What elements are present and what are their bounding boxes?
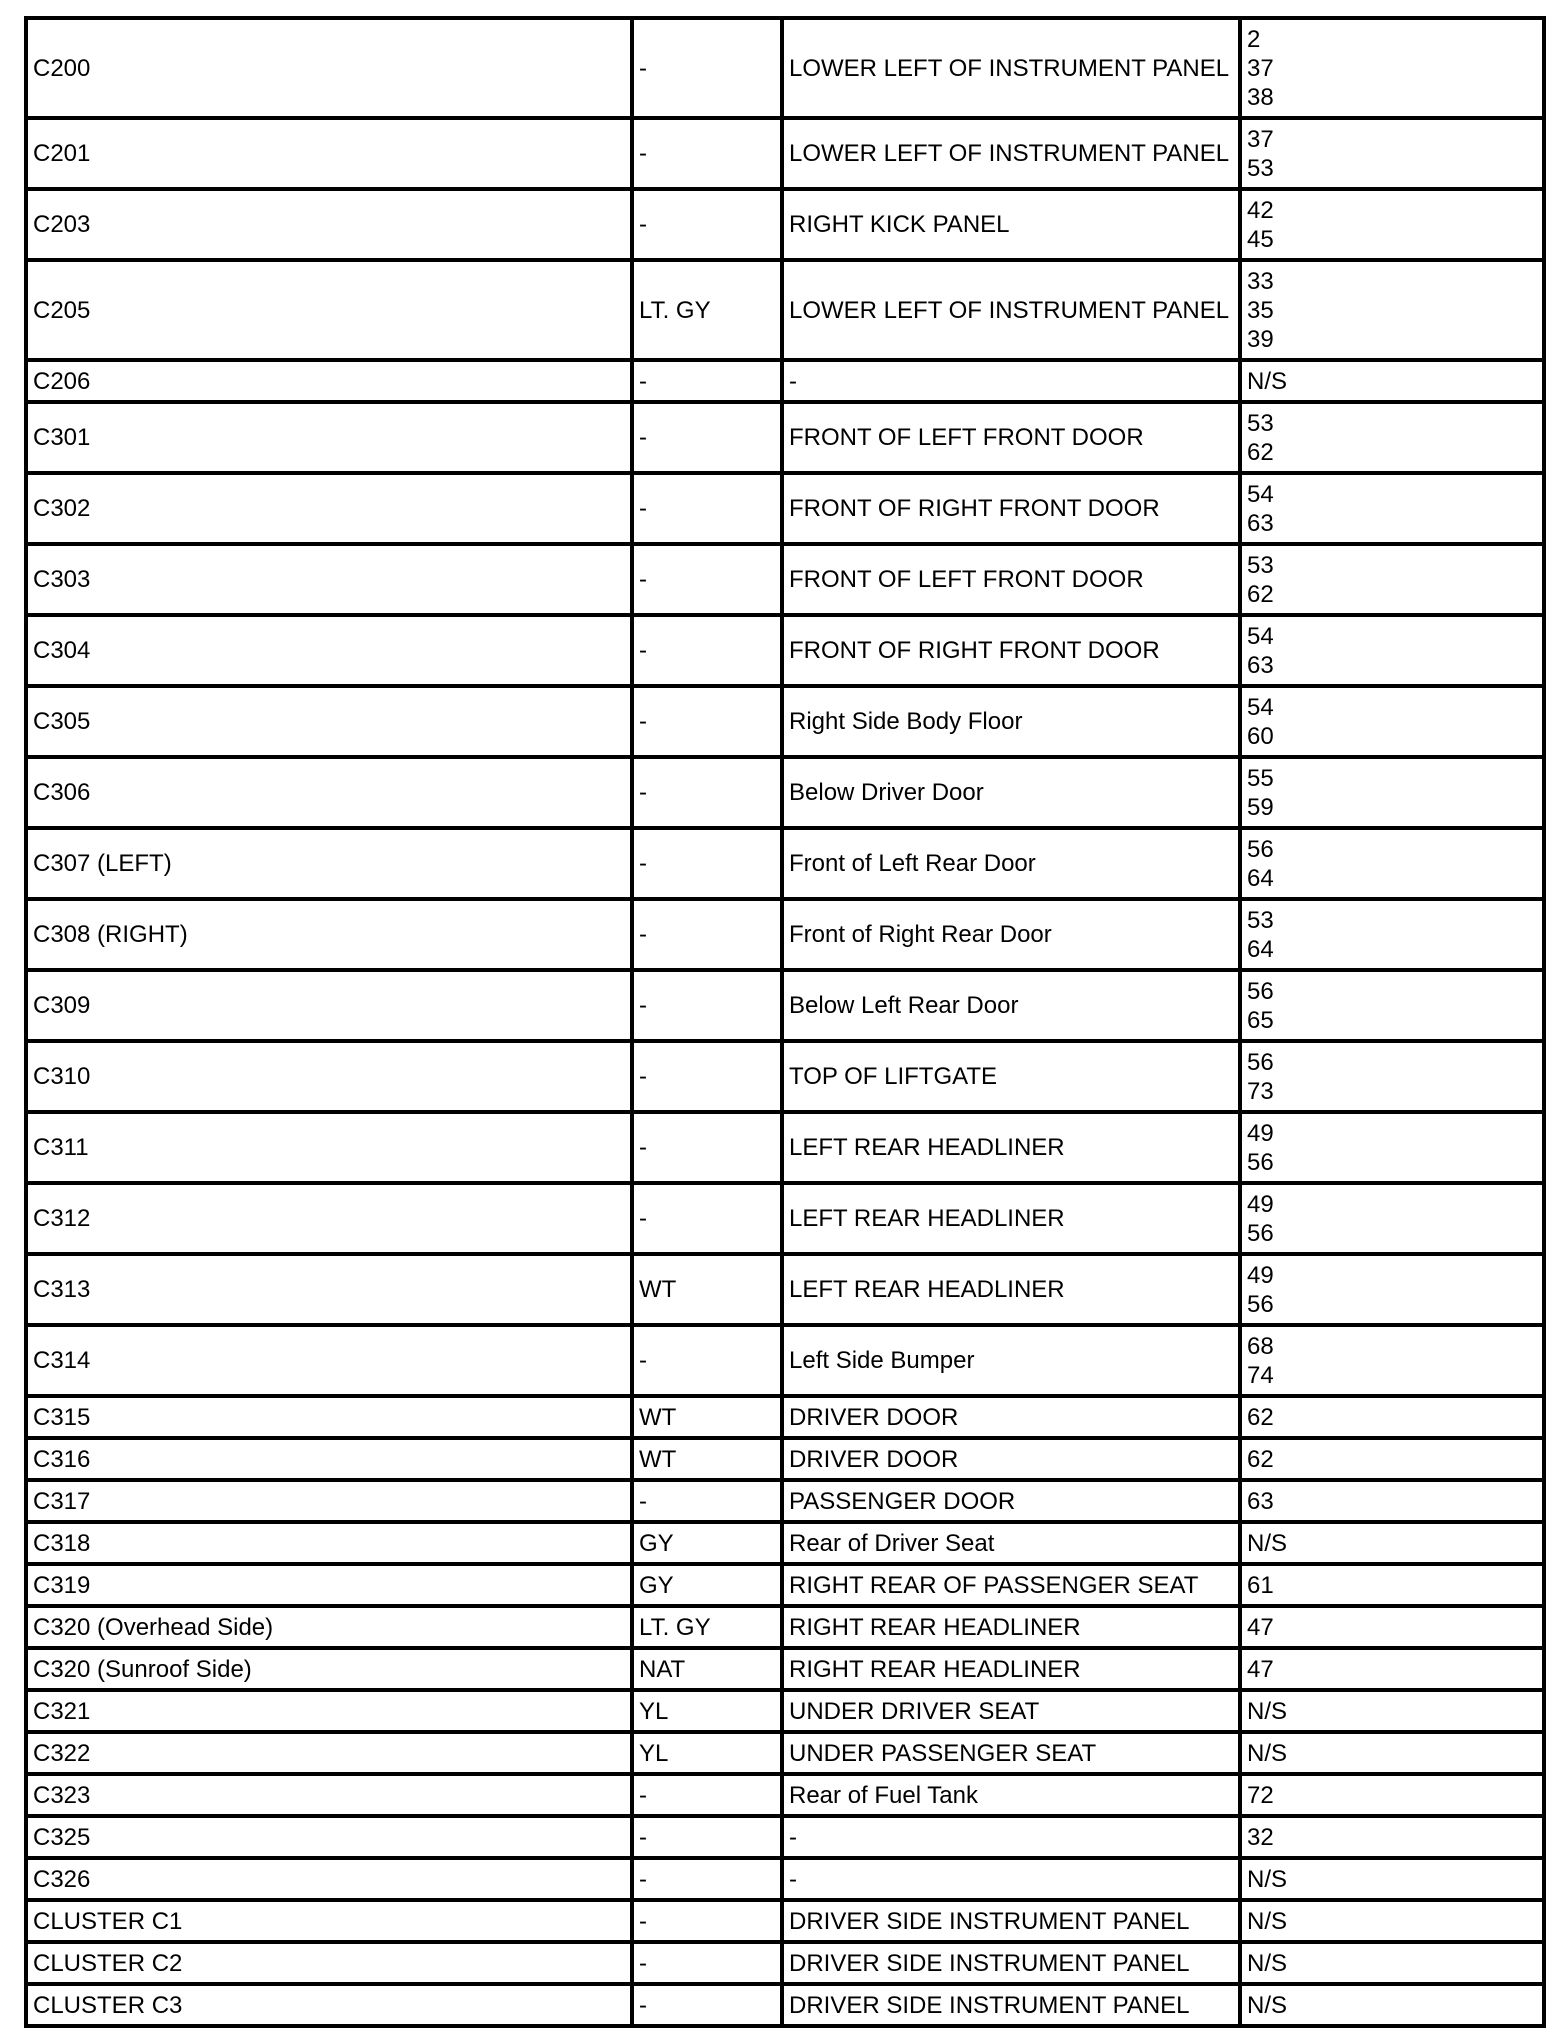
connector-cell: C201 [26,118,632,189]
page-number: 72 [1247,1781,1274,1809]
table-row [26,1648,1544,1690]
page-reference-cell [1240,1984,1544,2026]
wire-color-cell: NAT [632,1648,782,1690]
page-reference-cell [1240,1564,1544,1606]
wire-color-cell: - [632,1112,782,1183]
location-cell: Left Side Bumper [782,1325,1240,1396]
location-cell: LOWER LEFT OF INSTRUMENT PANEL [782,260,1240,360]
table-row [26,1816,1544,1858]
table-row [26,1858,1544,1900]
table-row [26,1112,1544,1183]
connector-cell: C313 [26,1254,632,1325]
page-number: 56 [1247,1290,1274,1318]
page-number: N/S [1247,1865,1288,1893]
location-cell: - [782,1816,1240,1858]
location-cell: DRIVER SIDE INSTRUMENT PANEL [782,1984,1240,2026]
table-row [26,1900,1544,1942]
connector-cell: CLUSTER C1 [26,1900,632,1942]
wire-color-cell: - [632,899,782,970]
page-number: 39 [1247,325,1274,353]
table-row [26,1732,1544,1774]
page-reference-cell [1240,18,1544,118]
location-cell: LEFT REAR HEADLINER [782,1254,1240,1325]
table-row [26,1041,1544,1112]
page-reference-cell [1240,1816,1544,1858]
page-reference-cell [1240,1648,1544,1690]
page-number: 74 [1247,1361,1274,1389]
location-cell: FRONT OF RIGHT FRONT DOOR [782,473,1240,544]
page-number: 64 [1247,864,1274,892]
wire-color-cell: - [632,118,782,189]
connector-cell: C310 [26,1041,632,1112]
wire-color-cell: - [632,402,782,473]
page-number: N/S [1247,1529,1288,1557]
table-row [26,1522,1544,1564]
location-cell: TOP OF LIFTGATE [782,1041,1240,1112]
wire-color-cell: LT. GY [632,1606,782,1648]
connector-cell: C311 [26,1112,632,1183]
wire-color-cell: - [632,757,782,828]
location-cell: Right Side Body Floor [782,686,1240,757]
table-row [26,360,1544,402]
location-cell: PASSENGER DOOR [782,1480,1240,1522]
page-number: 53 [1247,551,1274,579]
wire-color-cell: - [632,473,782,544]
wire-color-cell: - [632,828,782,899]
wire-color-cell: - [632,1942,782,1984]
page-number: N/S [1247,1949,1288,1977]
wire-color-cell: - [632,1774,782,1816]
table-row [26,18,1544,118]
page-number: 63 [1247,651,1274,679]
page-number: 2 [1247,25,1261,53]
table-row [26,118,1544,189]
page-reference-cell [1240,260,1544,360]
connector-cell: C318 [26,1522,632,1564]
page-number: 60 [1247,722,1274,750]
connector-cell: CLUSTER C2 [26,1942,632,1984]
wire-color-cell: - [632,544,782,615]
page-number: 53 [1247,154,1274,182]
wire-color-cell: - [632,360,782,402]
wire-color-cell: - [632,1858,782,1900]
connector-cell: C206 [26,360,632,402]
connector-cell: C319 [26,1564,632,1606]
wire-color-cell: - [632,1480,782,1522]
page-number: 53 [1247,409,1274,437]
page-number: 49 [1247,1119,1274,1147]
page-number: 73 [1247,1077,1274,1105]
connector-cell: C326 [26,1858,632,1900]
wire-color-cell: WT [632,1396,782,1438]
table-row [26,1606,1544,1648]
page-reference-cell [1240,1900,1544,1942]
page-number: 45 [1247,225,1274,253]
page-reference-cell [1240,1942,1544,1984]
table-row [26,1942,1544,1984]
page-reference-cell [1240,1606,1544,1648]
connector-cell: C301 [26,402,632,473]
connector-cell: C305 [26,686,632,757]
page-number: 63 [1247,1487,1274,1515]
location-cell: DRIVER DOOR [782,1438,1240,1480]
connector-cell: CLUSTER C3 [26,1984,632,2026]
connector-cell: C321 [26,1690,632,1732]
connector-cell: C320 (Overhead Side) [26,1606,632,1648]
table-row [26,686,1544,757]
wire-color-cell: - [632,1984,782,2026]
page-number: 56 [1247,977,1274,1005]
page-number: 47 [1247,1613,1274,1641]
connector-cell: C322 [26,1732,632,1774]
connector-cell: C200 [26,18,632,118]
location-cell: RIGHT REAR HEADLINER [782,1648,1240,1690]
page-number: N/S [1247,1991,1288,2019]
wire-color-cell: WT [632,1254,782,1325]
page-reference-cell [1240,360,1544,402]
page-reference-cell [1240,189,1544,260]
connector-cell: C309 [26,970,632,1041]
wire-color-cell: - [632,615,782,686]
page-number: 56 [1247,835,1274,863]
table-row [26,402,1544,473]
page-reference-cell [1240,1522,1544,1564]
wire-color-cell: - [632,18,782,118]
location-cell: Below Driver Door [782,757,1240,828]
table-row [26,1396,1544,1438]
location-cell: DRIVER SIDE INSTRUMENT PANEL [782,1942,1240,1984]
connector-cell: C205 [26,260,632,360]
page-number: 59 [1247,793,1274,821]
connector-cell: C325 [26,1816,632,1858]
page-reference-cell [1240,118,1544,189]
table-row [26,544,1544,615]
wire-color-cell: - [632,1816,782,1858]
page-reference-cell [1240,686,1544,757]
location-cell: DRIVER DOOR [782,1396,1240,1438]
page-number: 56 [1247,1048,1274,1076]
page-number: N/S [1247,1739,1288,1767]
page-number: 32 [1247,1823,1274,1851]
location-cell: DRIVER SIDE INSTRUMENT PANEL [782,1900,1240,1942]
connector-cell: C315 [26,1396,632,1438]
location-cell: Front of Left Rear Door [782,828,1240,899]
page-number: 33 [1247,267,1274,295]
location-cell: LEFT REAR HEADLINER [782,1112,1240,1183]
page-number: 61 [1247,1571,1274,1599]
page-number: 37 [1247,54,1274,82]
page-number: 49 [1247,1261,1274,1289]
connector-cell: C314 [26,1325,632,1396]
page-reference-cell [1240,828,1544,899]
table-row [26,1438,1544,1480]
page-reference-cell [1240,1325,1544,1396]
connector-cell: C303 [26,544,632,615]
page-number: N/S [1247,367,1288,395]
location-cell: LEFT REAR HEADLINER [782,1183,1240,1254]
table-row [26,757,1544,828]
wire-color-cell: LT. GY [632,260,782,360]
connector-cell: C308 (RIGHT) [26,899,632,970]
page-reference-cell [1240,544,1544,615]
page-number: 53 [1247,906,1274,934]
page-number: 49 [1247,1190,1274,1218]
wire-color-cell: - [632,686,782,757]
page-number: N/S [1247,1697,1288,1725]
page-reference-cell [1240,1112,1544,1183]
table-row [26,1984,1544,2026]
page-number: N/S [1247,1907,1288,1935]
table-row [26,1325,1544,1396]
table-row [26,473,1544,544]
connector-table [24,16,1546,2028]
page-number: 64 [1247,935,1274,963]
location-cell: RIGHT REAR OF PASSENGER SEAT [782,1564,1240,1606]
table-row [26,970,1544,1041]
page-reference-cell [1240,1438,1544,1480]
page-number: 54 [1247,622,1274,650]
table-row [26,1774,1544,1816]
table-row [26,1254,1544,1325]
table-row [26,1690,1544,1732]
page-number: 63 [1247,509,1274,537]
connector-table-body [26,18,1544,2026]
page-reference-cell [1240,757,1544,828]
location-cell: LOWER LEFT OF INSTRUMENT PANEL [782,18,1240,118]
table-row [26,260,1544,360]
table-row [26,1480,1544,1522]
page-number: 65 [1247,1006,1274,1034]
wire-color-cell: - [632,970,782,1041]
page-reference-cell [1240,1858,1544,1900]
page-number: 56 [1247,1148,1274,1176]
wire-color-cell: GY [632,1564,782,1606]
location-cell: - [782,1858,1240,1900]
page-reference-cell [1240,1396,1544,1438]
location-cell: FRONT OF RIGHT FRONT DOOR [782,615,1240,686]
page-reference-cell [1240,1690,1544,1732]
page-reference-cell [1240,1732,1544,1774]
page-reference-cell [1240,402,1544,473]
connector-cell: C306 [26,757,632,828]
page-number: 68 [1247,1332,1274,1360]
page-number: 56 [1247,1219,1274,1247]
location-cell: LOWER LEFT OF INSTRUMENT PANEL [782,118,1240,189]
page-number: 35 [1247,296,1274,324]
page-reference-cell [1240,899,1544,970]
location-cell: Front of Right Rear Door [782,899,1240,970]
wire-color-cell: - [632,1183,782,1254]
page-number: 55 [1247,764,1274,792]
location-cell: RIGHT REAR HEADLINER [782,1606,1240,1648]
page-number: 54 [1247,480,1274,508]
connector-cell: C323 [26,1774,632,1816]
connector-cell: C312 [26,1183,632,1254]
table-row [26,615,1544,686]
page-number: 42 [1247,196,1274,224]
page-number: 62 [1247,1445,1274,1473]
page-number: 62 [1247,438,1274,466]
location-cell: UNDER PASSENGER SEAT [782,1732,1240,1774]
wire-color-cell: - [632,189,782,260]
table-row [26,1564,1544,1606]
page-number: 62 [1247,580,1274,608]
page-reference-cell [1240,1183,1544,1254]
wire-color-cell: - [632,1041,782,1112]
page-number: 62 [1247,1403,1274,1431]
table-row [26,828,1544,899]
location-cell: FRONT OF LEFT FRONT DOOR [782,544,1240,615]
connector-cell: C316 [26,1438,632,1480]
location-cell: Below Left Rear Door [782,970,1240,1041]
page-reference-cell [1240,1254,1544,1325]
page-number: 54 [1247,693,1274,721]
connector-cell: C302 [26,473,632,544]
page-reference-cell [1240,1041,1544,1112]
page-reference-cell [1240,473,1544,544]
table-row [26,899,1544,970]
wire-color-cell: YL [632,1690,782,1732]
wire-color-cell: YL [632,1732,782,1774]
location-cell: Rear of Driver Seat [782,1522,1240,1564]
page-number: 38 [1247,83,1274,111]
wire-color-cell: - [632,1325,782,1396]
location-cell: FRONT OF LEFT FRONT DOOR [782,402,1240,473]
location-cell: - [782,360,1240,402]
page-reference-cell [1240,1774,1544,1816]
connector-cell: C320 (Sunroof Side) [26,1648,632,1690]
location-cell: RIGHT KICK PANEL [782,189,1240,260]
connector-cell: C203 [26,189,632,260]
connector-cell: C304 [26,615,632,686]
page-reference-cell [1240,615,1544,686]
location-cell: UNDER DRIVER SEAT [782,1690,1240,1732]
page-reference-cell [1240,970,1544,1041]
wire-color-cell: - [632,1900,782,1942]
wire-color-cell: WT [632,1438,782,1480]
location-cell: Rear of Fuel Tank [782,1774,1240,1816]
table-row [26,189,1544,260]
page-number: 37 [1247,125,1274,153]
connector-cell: C317 [26,1480,632,1522]
connector-cell: C307 (LEFT) [26,828,632,899]
page-number: 47 [1247,1655,1274,1683]
wire-color-cell: GY [632,1522,782,1564]
page-reference-cell [1240,1480,1544,1522]
table-row [26,1183,1544,1254]
